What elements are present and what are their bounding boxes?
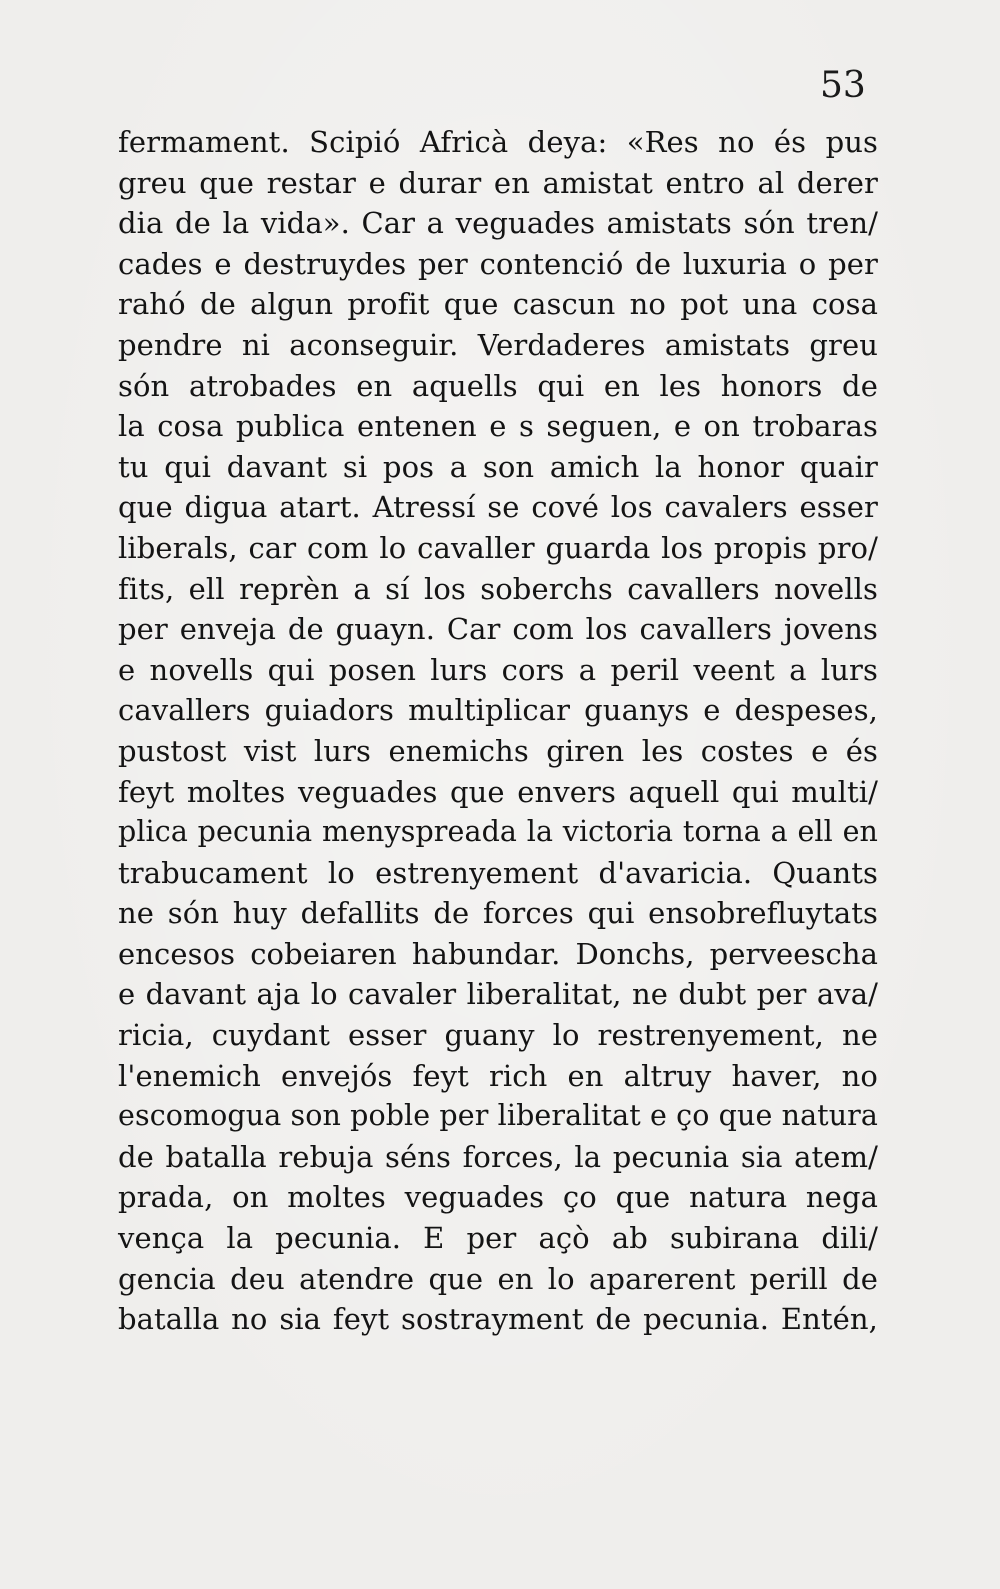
text-line: escomogua son poble per liberalitat e ço que natura: [118, 1099, 878, 1133]
body-text: [118, 122, 878, 1340]
text-line: plica pecunia menyspreada la victoria torna a ell en: [118, 815, 878, 849]
text-line: cades e destruydes per contenció de luxuria o per: [118, 246, 878, 281]
text-line: greu que restar e durar en amistat entro al derer: [118, 165, 878, 200]
page-number: 53: [820, 65, 866, 106]
text-line: e davant aja lo cavaler liberalitat, ne dubt per ava/: [118, 977, 878, 1012]
text-line: rahó de algun profit que cascun no pot una cosa: [118, 287, 878, 322]
text-line: liberals, car com lo cavaller guarda los propis pro/: [118, 530, 878, 565]
text-line: encesos cobeiaren habundar. Donchs, perveescha: [118, 936, 878, 971]
text-line: prada, on moltes veguades ço que natura nega: [118, 1180, 878, 1215]
text-line: de batalla rebuja séns forces, la pecunia sia atem/: [118, 1139, 878, 1174]
text-line: fermament. Scipió Africà deya: «Res no és pus: [118, 125, 878, 159]
text-line: que digua atart. Atressí se cové los cavalers esser: [118, 490, 878, 525]
text-line: fits, ell reprèn a sí los soberchs cavallers novells: [118, 571, 878, 606]
text-line: la cosa publica entenen e s seguen, e on trobaras: [118, 409, 878, 444]
text-line: trabucament lo estrenyement d'avaricia. Quants: [118, 855, 878, 890]
text-line: tu qui davant si pos a son amich la honor quair: [118, 449, 878, 484]
text-line: ne són huy defallits de forces qui ensobrefluytats: [118, 896, 878, 931]
text-line: vença la pecunia. E per açò ab subirana dili/: [118, 1221, 878, 1256]
text-line: ricia, cuydant esser guany lo restrenyement, ne: [118, 1018, 878, 1053]
text-line: gencia deu atendre que en lo aparerent perill de: [118, 1261, 878, 1296]
text-line: pustost vist lurs enemichs giren les costes e és: [118, 733, 878, 768]
text-line: batalla no sia feyt sostrayment de pecunia. Entén,: [118, 1302, 878, 1337]
text-line: cavallers guiadors multiplicar guanys e despeses,: [118, 693, 878, 728]
text-line: l'enemich envejós feyt rich en altruy haver, no: [118, 1058, 878, 1093]
text-line: pendre ni aconseguir. Verdaderes amistats greu: [118, 327, 878, 362]
text-line: per enveja de guayn. Car com los cavallers jovens: [118, 612, 878, 647]
text-line: dia de la vida». Car a veguades amistats són tren/: [118, 206, 878, 241]
text-line: e novells qui posen lurs cors a peril veent a lurs: [118, 652, 878, 687]
text-line: feyt moltes veguades que envers aquell qui multi/: [118, 774, 878, 809]
text-line: són atrobades en aquells qui en les honors de: [118, 368, 878, 403]
